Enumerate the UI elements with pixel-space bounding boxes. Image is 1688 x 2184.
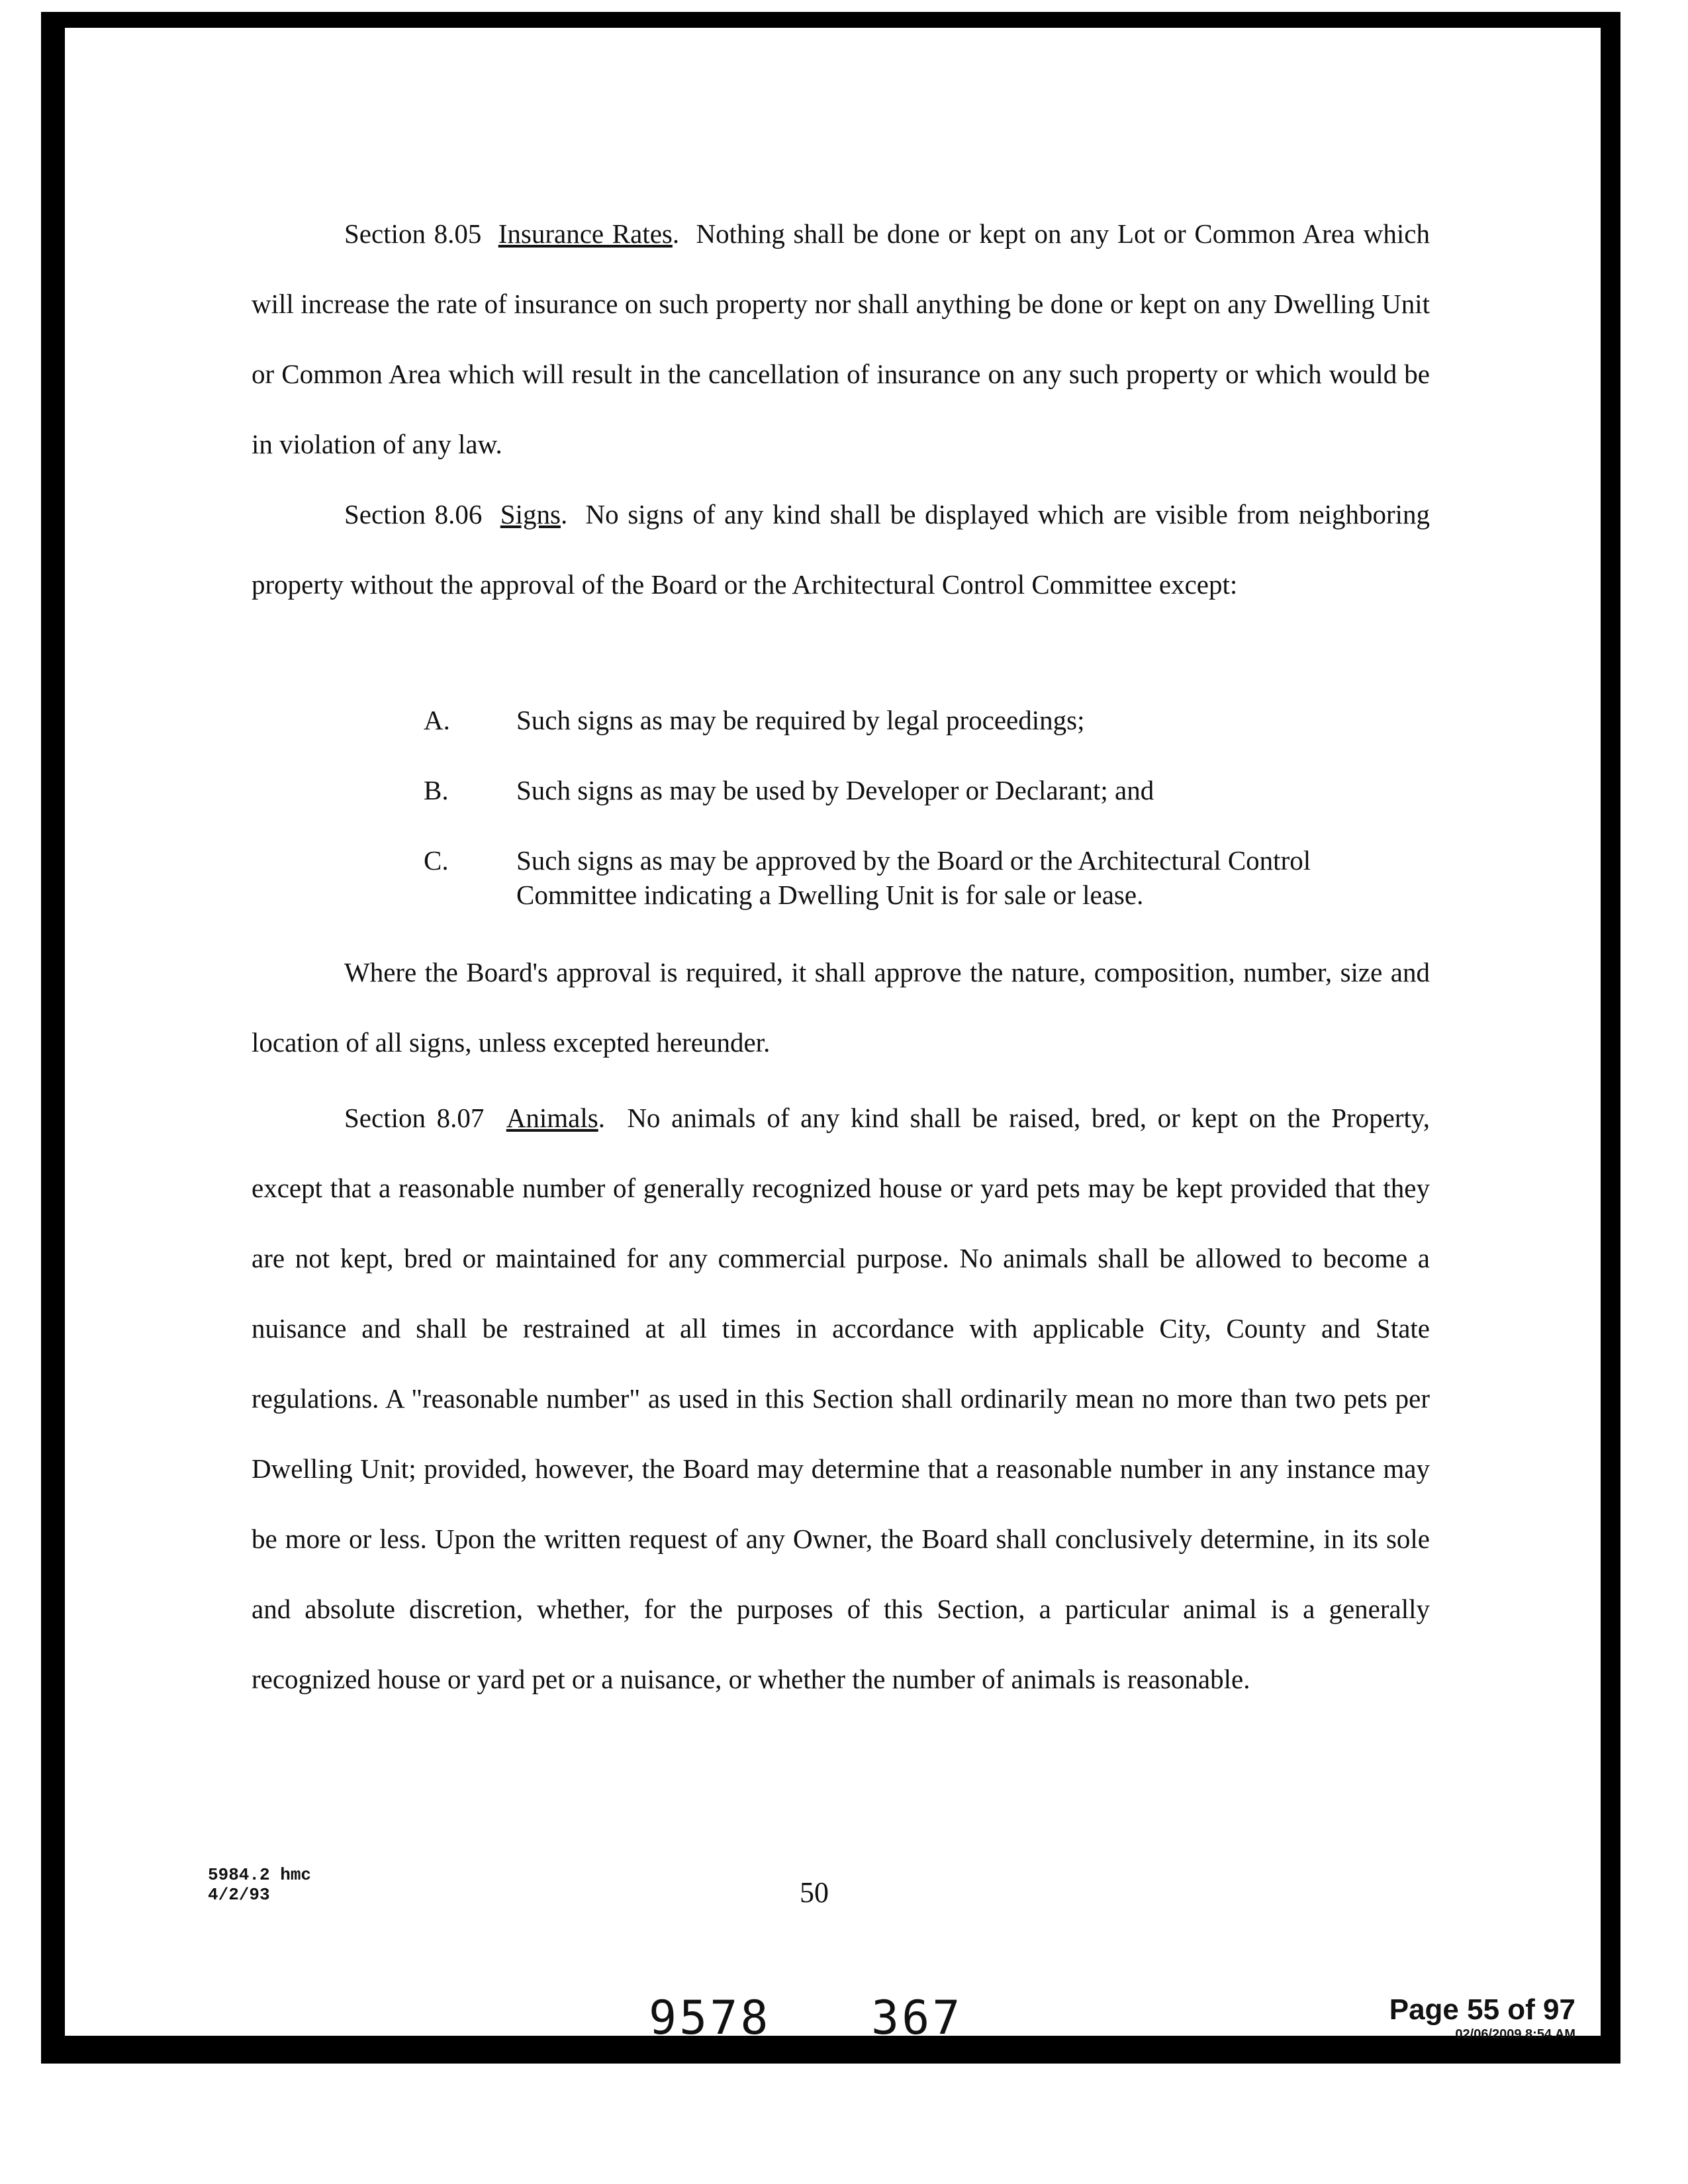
section-8-07-body: No animals of any kind shall be raised, bred, or kept on the Property, except that a reasonable number of generally recognized house or yard pets may be kept provided that they are not kept, bred or maintained for any commercial purpose. No animals shall be allowed to become a nuisance and shall be restrained at all times in accordance with applicable City, County and State regulations. A "reasonable number" as used in this Section shall ordinarily mean no more than two pets per Dwelling Unit; provided, however, the Board may determine that a reasonable number in any instance may be more or less. Upon the written request of any Owner, the Board shall conclusively determine, in its sole and absolute discretion, whether, for the purposes of this Section, a particular animal is a generally recognized house or yard pet or a nuisance, or whether the number of animals is reasonable. (252, 1103, 1430, 1694)
section-8-06-closing (252, 937, 1430, 1077)
list-text: Such signs as may be approved by the Board or the Architectural Control Committee indicating a Dwelling Unit is for sale or lease. (516, 845, 1311, 910)
document-reference (208, 1865, 311, 1905)
section-8-05-number: Section 8.05 (344, 218, 482, 249)
section-8-05-title: Insurance Rates (498, 218, 673, 249)
recording-book-number: 9578 (649, 1991, 771, 2045)
page-number: 50 (800, 1876, 829, 1909)
section-8-05-paragraph: Section 8.05 Insurance Rates. Nothing shall be done or kept on any Lot or Common Area which will increase the rate of insurance on such property nor shall anything be done or kept on any Dwelling Unit or Common Area which will result in the cancellation of insurance on any such property or which would be in violation of any law. (252, 218, 1430, 459)
list-text: Such signs as may be required by legal proceedings; (516, 705, 1085, 735)
document-code: 5984.2 hmc (208, 1865, 312, 1885)
list-letter: B. (424, 775, 449, 805)
scan-speck (1615, 1238, 1620, 1242)
section-8-07-number: Section 8.07 (344, 1103, 485, 1133)
page-counter-timestamp: 02/06/2009 8:54 AM (1455, 2027, 1575, 2042)
section-8-07-title: Animals (506, 1103, 598, 1133)
section-8-06-title: Signs (500, 499, 561, 529)
page-counter-label: Page 55 of 97 (1389, 1993, 1575, 2026)
scan-speck (1615, 1542, 1620, 1548)
section-8-06-paragraph: Section 8.06 Signs. No signs of any kind shall be displayed which are visible from neighboring property without the approval of the Board or the Architectural Control Committee except: (252, 499, 1430, 600)
scan-speck (1609, 40, 1614, 46)
section-8-06-body: No signs of any kind shall be displayed which are visible from neighboring property without the approval of the Board or the Architectural Control Committee except: (252, 499, 1430, 600)
section-8-07-paragraph: Section 8.07 Animals. No animals of any kind shall be raised, bred, or kept on the Property, except that a reasonable number of generally recognized house or yard pets may be kept provided that they are not kept, bred or maintained for any commercial purpose. No animals shall be allowed to become a nuisance and shall be restrained at all times in accordance with applicable City, County and State regulations. A "reasonable number" as used in this Section shall ordinarily mean no more than two pets per Dwelling Unit; provided, however, the Board may determine that a reasonable number in any instance may be more or less. Upon the written request of any Owner, the Board shall conclusively determine, in its sole and absolute discretion, whether, for the purposes of this Section, a particular animal is a generally recognized house or yard pet or a nuisance, or whether the number of animals is reasonable. (252, 1103, 1430, 1694)
document-date: 4/2/93 (208, 1885, 270, 1905)
list-letter: C. (424, 845, 449, 876)
list-letter: A. (424, 705, 450, 735)
page-counter (1389, 1993, 1575, 2042)
section-8-05-body: Nothing shall be done or kept on any Lot or Common Area which will increase the rate of insurance on such property nor shall anything be done or kept on any Dwelling Unit or Common Area which will result in the cancellation of insurance on any such property or which would be in violation of any law. (252, 218, 1430, 459)
list-text: Such signs as may be used by Developer or Declarant; and (516, 775, 1154, 805)
recording-page-number: 367 (871, 1991, 963, 2045)
scan-speck (1615, 801, 1620, 806)
section-8-06-number: Section 8.06 (344, 499, 483, 529)
section-8-06-closing-text: Where the Board's approval is required, it shall approve the nature, composition, number, size and location of all signs, unless excepted hereunder. (252, 957, 1430, 1058)
